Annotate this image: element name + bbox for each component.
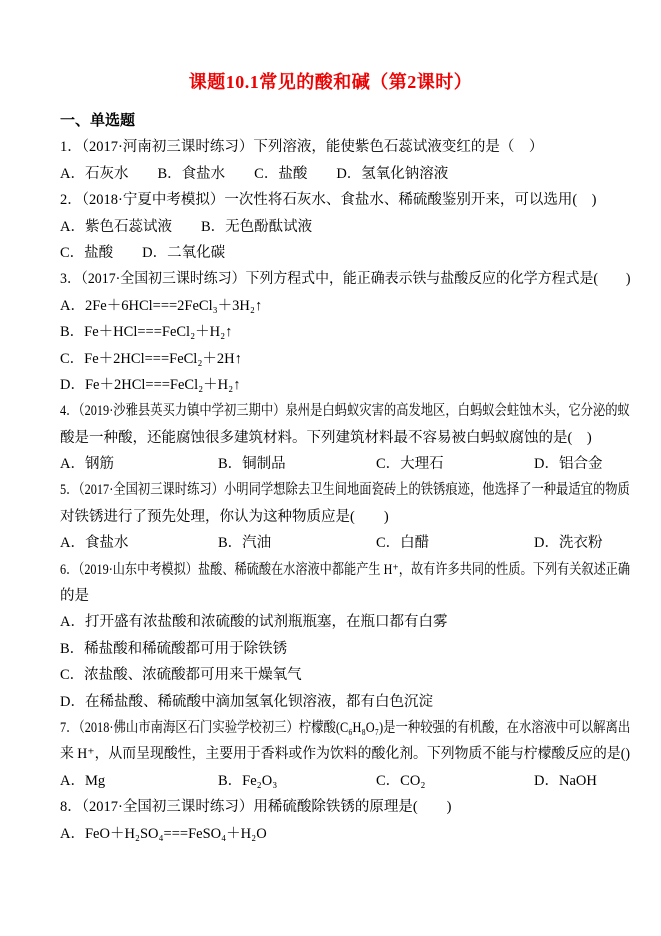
question-1-options: A．石灰水 B．食盐水 C．盐酸 D．氢氧化钠溶液 (60, 165, 449, 182)
question-8-stem: 8．（2017·全国初三课时练习）用稀硫酸除铁锈的原理是( ) (60, 799, 452, 816)
question-7-stem-line-2: 来 H⁺，从而呈现酸性，主要用于香料或作为饮料的酸化剂。下列物质不能与柠檬酸反应的是() (60, 746, 630, 763)
question-8-option-a: A．FeO＋H₂SO₄===FeSO₄＋H₂O (60, 825, 267, 842)
question-7-options (60, 768, 630, 794)
question-3-option-b: B．Fe＋HCl===FeCl₂＋H₂↑ (60, 324, 233, 341)
option-a: A．Mg (60, 772, 106, 789)
option-b: B．汽油 (218, 535, 272, 552)
option-d: D．NaOH (534, 772, 597, 789)
question-6-option-c: C．浓盐酸、浓硫酸都可用来干燥氧气 (60, 667, 302, 684)
question-5-stem-line-1: 5．（2017·全国初三课时练习）小明同学想除去卫生间地面瓷砖上的铁锈痕迹，他选择了一种最适宜的物质 (60, 482, 630, 499)
question-7-stem-line-1: 7．（2018·佛山市南海区石门实验学校初三）柠檬酸(C₆H₈O₇)是一种较强的有机酸，在水溶液中可以解离出 (60, 719, 631, 736)
question-3-option-d: D．Fe＋2HCl===FeCl₂＋H₂↑ (60, 376, 241, 393)
question-4-options (60, 451, 630, 477)
page-title: 课题10.1常见的酸和碱（第2课时） (188, 72, 473, 92)
option-c: C．大理石 (376, 456, 444, 473)
question-6-option-d: D．在稀盐酸、稀硫酸中滴加氢氧化钡溶液，都有白色沉淀 (60, 693, 433, 710)
question-2-options-ab: A．紫色石蕊试液 B．无色酚酞试液 (60, 218, 313, 235)
question-6-option-b: B．稀盐酸和稀硫酸都可用于除铁锈 (60, 640, 288, 657)
option-c: C．CO₂ (376, 772, 426, 789)
question-3-stem: 3．（2017·全国初三课时练习）下列方程式中，能正确表示铁与盐酸反应的化学方程式是( ) (60, 271, 631, 288)
question-3-option-a: A．2Fe＋6HCl===2FeCl₃＋3H₂↑ (60, 297, 263, 314)
question-2-options-cd: C．盐酸 D．二氧化碳 (60, 244, 226, 261)
section-heading: 一、单选题 (60, 113, 136, 129)
option-d: D．洗衣粉 (534, 535, 603, 552)
option-b: B．铜制品 (218, 456, 286, 473)
option-c: C．白醋 (376, 535, 430, 552)
question-6-stem-line-1: 6．（2019·山东中考模拟）盐酸、稀硫酸在水溶液中都能产生 H⁺，故有许多共同的性质。下列有关叙述正确 (60, 561, 631, 578)
question-2-stem: 2．（2018·宁夏中考模拟）一次性将石灰水、食盐水、稀硫酸鉴别开来，可以选用( ) (60, 192, 597, 209)
question-4-stem-line-1: 4．（2019·沙雅县英买力镇中学初三期中）泉州是白蚂蚁灾害的高发地区，白蚂蚁会蛀蚀木头，它分泌的蚁 (60, 403, 630, 420)
option-a: A．钢筋 (60, 456, 114, 473)
option-b: B．Fe₂O₃ (218, 772, 278, 789)
question-5-options (60, 530, 630, 556)
option-d: D．铝合金 (534, 456, 603, 473)
option-a: A．食盐水 (60, 535, 129, 552)
question-3-option-c: C．Fe＋2HCl===FeCl₂＋2H↑ (60, 350, 242, 367)
question-list (60, 108, 630, 847)
question-5-stem-line-2: 对铁锈进行了预先处理，你认为这种物质应是( ) (60, 508, 389, 525)
question-1-stem: 1．（2017·河南初三课时练习）下列溶液，能使紫色石蕊试液变红的是（ ） (60, 139, 544, 156)
question-4-stem-line-2: 酸是一种酸，还能腐蚀很多建筑材料。下列建筑材料最不容易被白蚂蚁腐蚀的是( ) (60, 429, 592, 446)
question-6-stem-line-2: 的是 (60, 588, 89, 605)
question-6-option-a: A．打开盛有浓盐酸和浓硫酸的试剂瓶瓶塞，在瓶口都有白雾 (60, 614, 448, 631)
